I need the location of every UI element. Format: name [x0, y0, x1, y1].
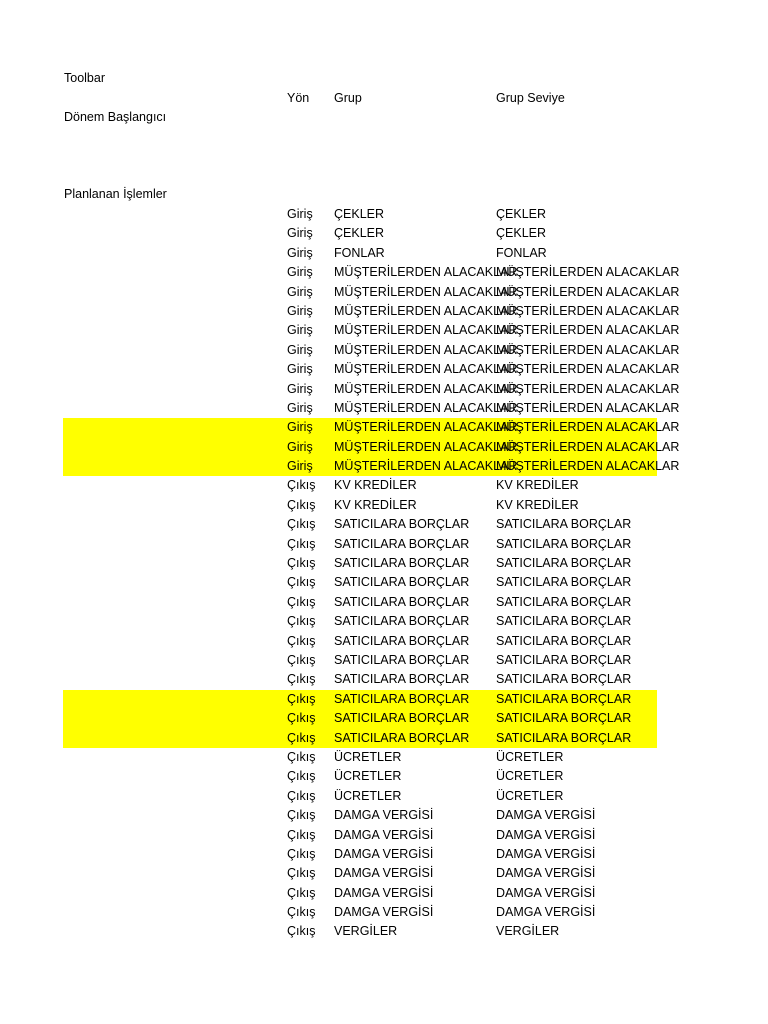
cell-grup: FONLAR: [334, 245, 385, 260]
cell-grup: DAMGA VERGİSİ: [334, 827, 434, 842]
cell-grup-seviye: ÜCRETLER: [496, 749, 564, 764]
table-row: [0, 593, 768, 612]
cell-yon: Çıkış: [287, 885, 316, 900]
cell-grup: MÜŞTERİLERDEN ALACAKLAR: [334, 342, 518, 357]
cell-yon: Çıkış: [287, 594, 316, 609]
cell-grup: DAMGA VERGİSİ: [334, 866, 434, 881]
cell-grup: SATICILARA BORÇLAR: [334, 711, 470, 726]
cell-yon: Çıkış: [287, 652, 316, 667]
period-start-label: Dönem Başlangıcı: [64, 110, 167, 124]
cell-grup-seviye: SATICILARA BORÇLAR: [496, 652, 632, 667]
column-header-grup-seviye: Grup Seviye: [496, 91, 565, 105]
cell-yon: Çıkış: [287, 556, 316, 571]
cell-yon: Çıkış: [287, 478, 316, 493]
cell-grup-seviye: MÜŞTERİLERDEN ALACAKLAR: [496, 362, 680, 377]
planned-transactions-table: [0, 205, 768, 942]
table-row: [0, 573, 768, 592]
cell-yon: Giriş: [287, 459, 313, 474]
cell-yon: Çıkış: [287, 672, 316, 687]
table-row: [0, 806, 768, 825]
cell-yon: Çıkış: [287, 788, 316, 803]
table-row: [0, 321, 768, 340]
cell-yon: Çıkış: [287, 808, 316, 823]
table-row: [0, 476, 768, 495]
cell-grup-seviye: SATICILARA BORÇLAR: [496, 691, 632, 706]
cell-grup: MÜŞTERİLERDEN ALACAKLAR: [334, 400, 518, 415]
cell-grup: SATICILARA BORÇLAR: [334, 594, 470, 609]
table-row: [0, 670, 768, 689]
cell-grup: KV KREDİLER: [334, 497, 417, 512]
column-header-yon: Yön: [287, 91, 310, 105]
cell-grup: DAMGA VERGİSİ: [334, 885, 434, 900]
table-row: [0, 612, 768, 631]
cell-yon: Giriş: [287, 226, 313, 241]
cell-grup-seviye: KV KREDİLER: [496, 497, 579, 512]
cell-grup: MÜŞTERİLERDEN ALACAKLAR: [334, 362, 518, 377]
cell-grup-seviye: ÇEKLER: [496, 207, 547, 221]
cell-grup: DAMGA VERGİSİ: [334, 808, 434, 823]
table-row: [0, 263, 768, 282]
cell-grup: MÜŞTERİLERDEN ALACAKLAR: [334, 459, 518, 474]
cell-grup: SATICILARA BORÇLAR: [334, 691, 470, 706]
cell-grup-seviye: MÜŞTERİLERDEN ALACAKLAR: [496, 284, 680, 299]
table-row: [0, 903, 768, 922]
cell-grup-seviye: ÜCRETLER: [496, 769, 564, 784]
cell-grup-seviye: SATICILARA BORÇLAR: [496, 672, 632, 687]
table-row: [0, 554, 768, 573]
cell-grup-seviye: SATICILARA BORÇLAR: [496, 517, 632, 532]
cell-grup-seviye: DAMGA VERGİSİ: [496, 866, 596, 881]
cell-grup: ÇEKLER: [334, 207, 385, 221]
table-row: [0, 244, 768, 263]
cell-grup-seviye: MÜŞTERİLERDEN ALACAKLAR: [496, 265, 680, 280]
cell-grup-seviye: SATICILARA BORÇLAR: [496, 536, 632, 551]
cell-yon: Giriş: [287, 284, 313, 299]
cell-yon: Çıkış: [287, 827, 316, 842]
cell-grup: MÜŞTERİLERDEN ALACAKLAR: [334, 420, 518, 435]
cell-grup: ÜCRETLER: [334, 749, 402, 764]
cell-grup-seviye: SATICILARA BORÇLAR: [496, 575, 632, 590]
cell-grup: SATICILARA BORÇLAR: [334, 575, 470, 590]
cell-yon: Çıkış: [287, 614, 316, 629]
cell-yon: Giriş: [287, 265, 313, 280]
cell-yon: Giriş: [287, 420, 313, 435]
cell-grup: MÜŞTERİLERDEN ALACAKLAR: [334, 303, 518, 318]
cell-yon: Çıkış: [287, 691, 316, 706]
cell-yon: Çıkış: [287, 633, 316, 648]
table-row: [0, 457, 768, 476]
cell-grup: KV KREDİLER: [334, 478, 417, 493]
table-row: [0, 302, 768, 321]
cell-grup-seviye: SATICILARA BORÇLAR: [496, 633, 632, 648]
table-row: [0, 418, 768, 437]
cell-yon: Giriş: [287, 400, 313, 415]
cell-yon: Çıkış: [287, 730, 316, 745]
cell-grup: MÜŞTERİLERDEN ALACAKLAR: [334, 323, 518, 338]
cell-grup-seviye: DAMGA VERGİSİ: [496, 885, 596, 900]
cell-yon: Giriş: [287, 323, 313, 338]
cell-grup-seviye: MÜŞTERİLERDEN ALACAKLAR: [496, 381, 680, 396]
table-row: [0, 729, 768, 748]
table-row: [0, 690, 768, 709]
cell-grup: DAMGA VERGİSİ: [334, 846, 434, 861]
table-row: [0, 341, 768, 360]
table-row: [0, 224, 768, 243]
cell-grup: SATICILARA BORÇLAR: [334, 536, 470, 551]
table-row: [0, 922, 768, 941]
table-row: [0, 438, 768, 457]
table-row: [0, 651, 768, 670]
cell-yon: Çıkış: [287, 575, 316, 590]
cell-grup-seviye: FONLAR: [496, 245, 547, 260]
cell-grup: SATICILARA BORÇLAR: [334, 517, 470, 532]
cell-grup-seviye: DAMGA VERGİSİ: [496, 808, 596, 823]
table-row: [0, 496, 768, 515]
cell-grup-seviye: ÇEKLER: [496, 226, 547, 241]
cell-yon: Çıkış: [287, 924, 316, 939]
cell-yon: Çıkış: [287, 769, 316, 784]
cell-grup: ÇEKLER: [334, 226, 385, 241]
table-row: [0, 360, 768, 379]
cell-yon: Giriş: [287, 342, 313, 357]
table-row: [0, 884, 768, 903]
cell-grup: MÜŞTERİLERDEN ALACAKLAR: [334, 265, 518, 280]
cell-grup-seviye: MÜŞTERİLERDEN ALACAKLAR: [496, 420, 680, 435]
cell-yon: Giriş: [287, 303, 313, 318]
cell-grup: SATICILARA BORÇLAR: [334, 672, 470, 687]
cell-yon: Çıkış: [287, 497, 316, 512]
cell-grup-seviye: MÜŞTERİLERDEN ALACAKLAR: [496, 459, 680, 474]
cell-grup-seviye: SATICILARA BORÇLAR: [496, 730, 632, 745]
table-row: [0, 748, 768, 767]
cell-grup-seviye: KV KREDİLER: [496, 478, 579, 493]
cell-yon: Çıkış: [287, 866, 316, 881]
table-row: [0, 845, 768, 864]
toolbar-label: Toolbar: [64, 71, 105, 85]
cell-yon: Giriş: [287, 362, 313, 377]
cell-grup-seviye: MÜŞTERİLERDEN ALACAKLAR: [496, 323, 680, 338]
cell-grup-seviye: SATICILARA BORÇLAR: [496, 711, 632, 726]
cell-grup: MÜŞTERİLERDEN ALACAKLAR: [334, 439, 518, 454]
table-row: [0, 205, 768, 224]
table-row: [0, 864, 768, 883]
table-row: [0, 826, 768, 845]
table-row: [0, 709, 768, 728]
cell-grup-seviye: MÜŞTERİLERDEN ALACAKLAR: [496, 439, 680, 454]
cell-yon: Çıkış: [287, 517, 316, 532]
table-row: [0, 535, 768, 554]
planned-transactions-label: Planlanan İşlemler: [64, 187, 167, 201]
cell-grup-seviye: ÜCRETLER: [496, 788, 564, 803]
cell-grup: SATICILARA BORÇLAR: [334, 614, 470, 629]
cell-grup: MÜŞTERİLERDEN ALACAKLAR: [334, 284, 518, 299]
cell-yon: Giriş: [287, 207, 313, 221]
cell-grup-seviye: SATICILARA BORÇLAR: [496, 594, 632, 609]
cell-grup: SATICILARA BORÇLAR: [334, 652, 470, 667]
cell-grup-seviye: SATICILARA BORÇLAR: [496, 556, 632, 571]
cell-grup: MÜŞTERİLERDEN ALACAKLAR: [334, 381, 518, 396]
cell-grup-seviye: VERGİLER: [496, 924, 560, 939]
table-row: [0, 399, 768, 418]
table-row: [0, 632, 768, 651]
table-row: [0, 787, 768, 806]
cell-yon: Giriş: [287, 245, 313, 260]
table-row: [0, 515, 768, 534]
cell-yon: Giriş: [287, 439, 313, 454]
cell-grup: SATICILARA BORÇLAR: [334, 556, 470, 571]
cell-grup: DAMGA VERGİSİ: [334, 905, 434, 920]
cell-grup-seviye: DAMGA VERGİSİ: [496, 846, 596, 861]
cell-grup: VERGİLER: [334, 924, 398, 939]
cell-grup-seviye: DAMGA VERGİSİ: [496, 905, 596, 920]
cell-grup-seviye: SATICILARA BORÇLAR: [496, 614, 632, 629]
table-row: [0, 283, 768, 302]
cell-yon: Çıkış: [287, 905, 316, 920]
table-row: [0, 767, 768, 786]
column-header-grup: Grup: [334, 91, 362, 105]
cell-grup-seviye: MÜŞTERİLERDEN ALACAKLAR: [496, 342, 680, 357]
cell-yon: Çıkış: [287, 536, 316, 551]
cell-grup: SATICILARA BORÇLAR: [334, 730, 470, 745]
cell-yon: Çıkış: [287, 711, 316, 726]
cell-yon: Çıkış: [287, 846, 316, 861]
cell-yon: Çıkış: [287, 749, 316, 764]
cell-grup-seviye: MÜŞTERİLERDEN ALACAKLAR: [496, 303, 680, 318]
cell-grup: ÜCRETLER: [334, 788, 402, 803]
cell-grup: SATICILARA BORÇLAR: [334, 633, 470, 648]
table-row: [0, 380, 768, 399]
cell-grup-seviye: MÜŞTERİLERDEN ALACAKLAR: [496, 400, 680, 415]
cell-yon: Giriş: [287, 381, 313, 396]
cell-grup: ÜCRETLER: [334, 769, 402, 784]
cell-grup-seviye: DAMGA VERGİSİ: [496, 827, 596, 842]
